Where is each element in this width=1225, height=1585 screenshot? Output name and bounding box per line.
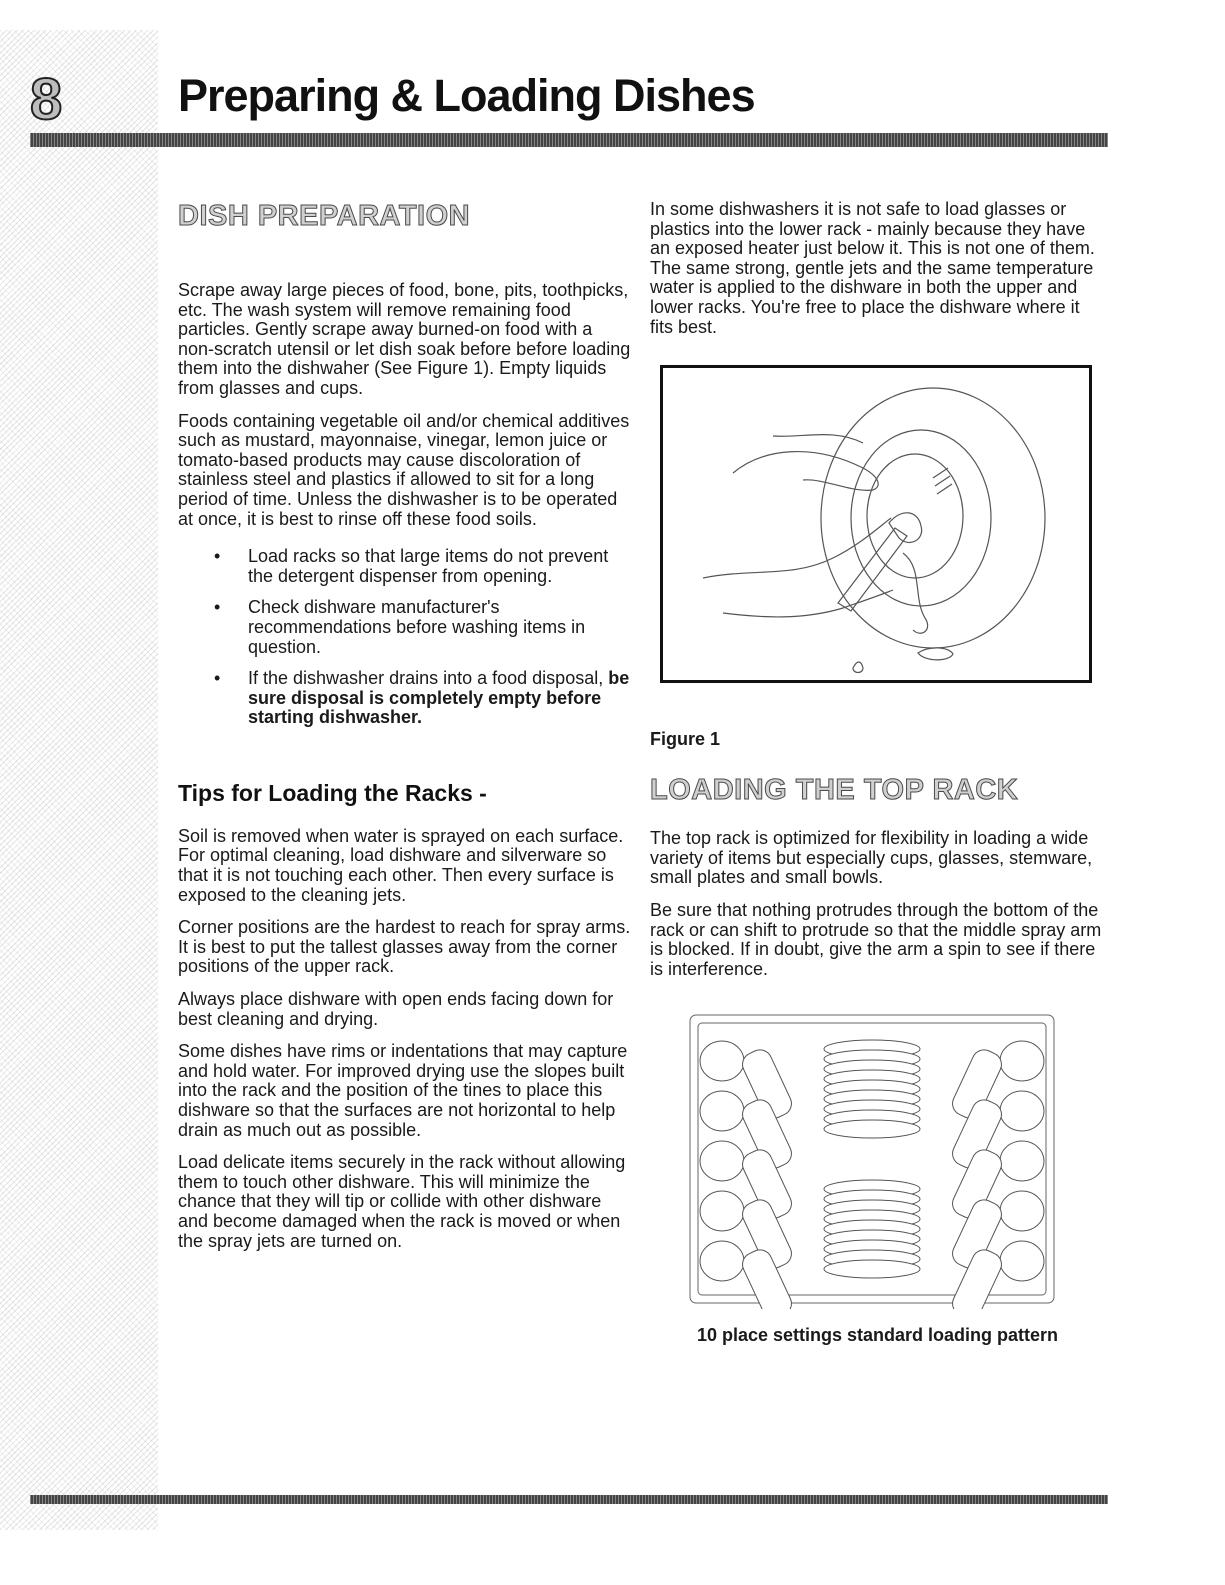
page-title: Preparing & Loading Dishes <box>178 70 755 121</box>
top-rack-paragraph-2: Be sure that nothing protrudes through the bottom of the rack or can shift to protrude so that the middle spray arm is blocked. If in doubt, give the arm a spin to see if there is interference. <box>650 899 1102 979</box>
figure-1-illustration <box>660 365 1092 683</box>
tips-heading: Tips for Loading the Racks - <box>178 779 487 806</box>
cup-icon <box>1000 1191 1044 1231</box>
list-item <box>178 547 633 586</box>
rack-caption: 10 place settings standard loading pattern <box>696 1325 1059 1346</box>
page-number: 8 <box>30 67 63 132</box>
decorative-side-strip <box>0 30 158 1530</box>
cup-icon <box>1000 1241 1044 1281</box>
list-item <box>178 598 633 657</box>
lower-rack-intro-paragraph: In some dishwashers it is not safe to load glasses or plastics into the lower rack - mainly because they have an exposed heater just below it. This is not one of them. The same strong, gentle jets and the same temperature water is applied to the dishware in both the upper and lower racks. You're free to place the dishware where it fits best. <box>650 199 1095 337</box>
tips-paragraph-5: Load delicate items securely in the rack without allowing them to touch other dishware. This will minimize the chance that they will tip or collide with other dishware and become damaged when the rack is moved or when the spray jets are turned on. <box>178 1152 626 1251</box>
bullet-text: Check dishware manufacturer's recommendations before washing items in question. <box>248 597 586 657</box>
figure-1-label: Figure 1 <box>650 729 721 750</box>
list-item <box>178 669 633 728</box>
cup-icon <box>1000 1041 1044 1081</box>
left-column <box>178 200 633 1251</box>
cup-icon <box>700 1191 744 1231</box>
bullet-icon: • <box>214 597 221 618</box>
tips-paragraph-1: Soil is removed when water is sprayed on each surface. For optimal cleaning, load dishware and silverware so that it is not touching each other. Then every surface is exposed to the cleaning jets. <box>178 825 624 905</box>
plate-icon <box>824 1260 920 1278</box>
cup-icon <box>1000 1141 1044 1181</box>
dish-prep-bullet-list <box>178 547 633 728</box>
dish-prep-paragraph-2: Foods containing vegetable oil and/or chemical additives such as mustard, mayonnaise, vinegar, lemon juice or tomato-based products may cause discoloration of stainless steel and plastics if allowed to sit for a long period of time. Unless the dishwasher is to be operated at once, it is best to rinse off these food soils. <box>178 410 630 529</box>
bullet-text: If the dishwasher drains into a food disposal, <box>248 668 609 689</box>
loading-top-rack-heading: LOADING THE TOP RACK <box>650 774 1019 807</box>
cup-icon <box>700 1241 744 1281</box>
right-column <box>650 200 1105 1346</box>
top-rack-loading-illustration <box>682 1009 1062 1309</box>
dish-prep-paragraph-1: Scrape away large pieces of food, bone, pits, toothpicks, etc. The wash system will remove remaining food particles. Gently scrape away burned-on food with a non-scratch utensil or let dish soak before before loading them into the dishwaher (See Figure 1). Empty liquids from glasses and cups. <box>178 280 631 398</box>
tips-paragraph-2: Corner positions are the hardest to reach for spray arms. It is best to put the tallest glasses away from the corner positions of the upper rack. <box>178 917 631 977</box>
footer-rule <box>30 1495 1108 1504</box>
bullet-icon: • <box>214 668 221 689</box>
dish-preparation-heading: DISH PREPARATION <box>178 200 471 232</box>
bullet-icon: • <box>214 546 221 567</box>
plate-icon <box>824 1120 920 1138</box>
top-rack-paragraph-1: The top rack is optimized for flexibility in loading a wide variety of items but especially cups, glasses, stemware, small plates and small bowls. <box>650 828 1093 888</box>
cup-icon <box>700 1141 744 1181</box>
header-rule <box>30 133 1108 147</box>
rack-diagram <box>682 1009 1062 1309</box>
cup-icon <box>700 1091 744 1131</box>
plate-scraping-illustration <box>663 368 1089 680</box>
cup-icon <box>700 1041 744 1081</box>
bullet-text: Load racks so that large items do not prevent the detergent dispenser from opening. <box>248 546 609 586</box>
bullet-warning-text: be sure disposal is completely empty before starting dishwasher. <box>248 668 630 728</box>
cup-icon <box>1000 1091 1044 1131</box>
tips-paragraph-3: Always place dishware with open ends facing down for best cleaning and drying. <box>178 989 614 1029</box>
tips-paragraph-4: Some dishes have rims or indentations that may capture and hold water. For improved drying use the slopes built into the rack and the position of the tines to place this dishware so that the surfaces are not horizontal to help drain as much out as possible. <box>178 1041 628 1140</box>
